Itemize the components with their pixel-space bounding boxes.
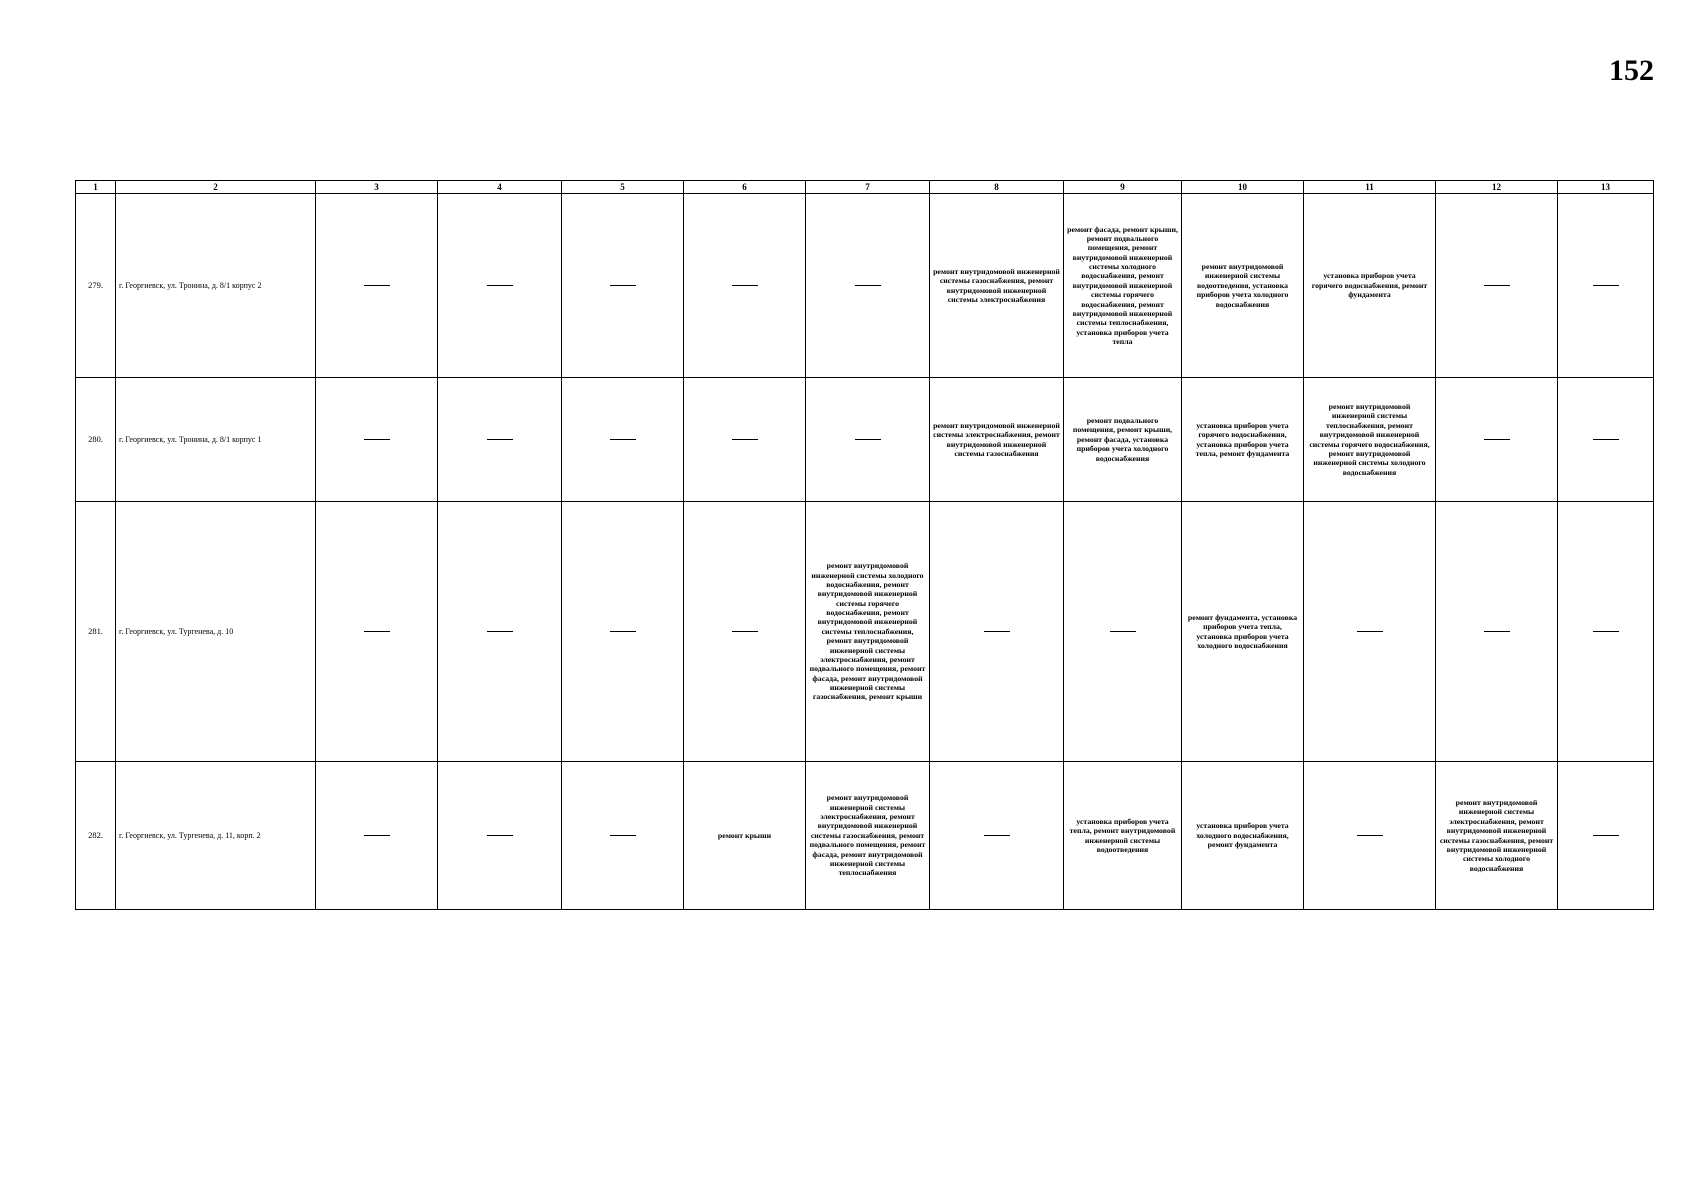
empty-cell: [1304, 502, 1436, 762]
column-number: 10: [1182, 181, 1304, 194]
column-number: 4: [438, 181, 562, 194]
work-text: ремонт внутридомовой инженерной системы электроснабжения, ремонт внутридомовой инженерной системы газоснабжения, ремонт подвального помещения, ремонт фасада, ремонт внутридомовой инженерной системы теплоснабжения: [809, 793, 926, 878]
empty-cell: [1436, 378, 1558, 502]
work-text: ремонт внутридомовой инженерной системы холодного водоснабжения, ремонт внутридомовой инженерной системы горячего водоснабжения, ремонт внутридомовой инженерной системы теплоснабжения, ремонт внутридомовой инженерной системы электроснабжения, ремонт подвального помещения, ремонт фасада, ремонт внутридомовой инженерной системы газоснабжения, ремонт крыши: [809, 561, 926, 702]
work-text: ремонт внутридомовой инженерной системы газоснабжения, ремонт внутридомовой инженерной системы электроснабжения: [933, 266, 1060, 304]
work-cell: [806, 502, 930, 762]
empty-cell: [562, 762, 684, 910]
work-text: ремонт крыши: [717, 830, 772, 840]
row-address: г. Георгиевск, ул. Тронина, д. 8/1 корпус 1: [116, 378, 316, 502]
work-cell: [806, 762, 930, 910]
empty-cell: [1436, 194, 1558, 378]
empty-cell: [1558, 194, 1654, 378]
dash-mark: [1484, 631, 1510, 632]
page-number: 152: [1609, 54, 1654, 87]
dash-mark: [732, 631, 758, 632]
empty-cell: [316, 762, 438, 910]
dash-mark: [1357, 631, 1383, 632]
empty-cell: [930, 502, 1064, 762]
column-number: 3: [316, 181, 438, 194]
dash-mark: [1593, 631, 1619, 632]
work-cell: [1182, 194, 1304, 378]
dash-mark: [1593, 835, 1619, 836]
work-cell: [1182, 762, 1304, 910]
empty-cell: [316, 502, 438, 762]
empty-cell: [1064, 502, 1182, 762]
work-text: установка приборов учета холодного водоснабжения, ремонт фундамента: [1196, 821, 1289, 850]
column-number: 5: [562, 181, 684, 194]
dash-mark: [610, 631, 636, 632]
row-address: г. Георгиевск, ул. Тургенева, д. 10: [116, 502, 316, 762]
work-text: ремонт фундамента, установка приборов учета тепла, установка приборов учета холодного водоснабжения: [1187, 612, 1298, 650]
dash-mark: [984, 631, 1010, 632]
column-number-row: [76, 181, 1654, 194]
dash-mark: [610, 439, 636, 440]
work-text: ремонт внутридомовой инженерной системы водоотведения, установка приборов учета холодного водоснабжения: [1196, 262, 1289, 309]
dash-mark: [1484, 285, 1510, 286]
empty-cell: [562, 194, 684, 378]
empty-cell: [1304, 762, 1436, 910]
work-cell: [930, 378, 1064, 502]
dash-mark: [610, 835, 636, 836]
column-number: 1: [76, 181, 116, 194]
dash-mark: [1484, 439, 1510, 440]
row-number: 280.: [76, 378, 116, 502]
table-row: [76, 378, 1654, 502]
column-number: 12: [1436, 181, 1558, 194]
work-text: ремонт внутридомовой инженерной системы теплоснабжения, ремонт внутридомовой инженерной системы горячего водоснабжения, ремонт внутридомовой инженерной системы холодного водоснабжения: [1309, 402, 1430, 477]
dash-mark: [364, 631, 390, 632]
dash-mark: [1110, 631, 1136, 632]
work-text: ремонт подвального помещения, ремонт крыши, ремонт фасада, установка приборов учета холодного водоснабжения: [1072, 416, 1173, 463]
dash-mark: [855, 439, 881, 440]
row-number: 281.: [76, 502, 116, 762]
work-text: установка приборов учета тепла, ремонт внутридомовой инженерной системы водоотведения: [1069, 816, 1176, 854]
empty-cell: [684, 502, 806, 762]
work-cell: [1436, 762, 1558, 910]
repair-schedule-table: [75, 180, 1654, 910]
empty-cell: [1436, 502, 1558, 762]
empty-cell: [438, 502, 562, 762]
work-cell: [1304, 378, 1436, 502]
row-address: г. Георгиевск, ул. Тронина, д. 8/1 корпус 2: [116, 194, 316, 378]
empty-cell: [684, 194, 806, 378]
empty-cell: [806, 194, 930, 378]
work-cell: [1304, 194, 1436, 378]
column-number: 13: [1558, 181, 1654, 194]
column-number: 8: [930, 181, 1064, 194]
dash-mark: [610, 285, 636, 286]
work-cell: [1064, 762, 1182, 910]
empty-cell: [562, 502, 684, 762]
dash-mark: [732, 439, 758, 440]
empty-cell: [316, 378, 438, 502]
dash-mark: [984, 835, 1010, 836]
column-number: 6: [684, 181, 806, 194]
work-cell: [930, 194, 1064, 378]
work-text: установка приборов учета горячего водоснабжения, ремонт фундамента: [1311, 271, 1428, 300]
table-row: [76, 762, 1654, 910]
dash-mark: [1357, 835, 1383, 836]
empty-cell: [438, 194, 562, 378]
empty-cell: [438, 378, 562, 502]
empty-cell: [1558, 502, 1654, 762]
row-number: 279.: [76, 194, 116, 378]
column-number: 9: [1064, 181, 1182, 194]
work-cell: [1064, 378, 1182, 502]
empty-cell: [684, 378, 806, 502]
table-row: [76, 194, 1654, 378]
dash-mark: [732, 285, 758, 286]
column-number: 2: [116, 181, 316, 194]
work-cell: [1182, 502, 1304, 762]
empty-cell: [562, 378, 684, 502]
empty-cell: [806, 378, 930, 502]
work-cell: [684, 762, 806, 910]
empty-cell: [930, 762, 1064, 910]
work-text: ремонт внутридомовой инженерной системы электроснабжения, ремонт внутридомовой инженерной системы газоснабжения, ремонт внутридомовой инженерной системы холодного водоснабжения: [1439, 798, 1554, 873]
empty-cell: [1558, 762, 1654, 910]
work-cell: [1182, 378, 1304, 502]
work-text: ремонт фасада, ремонт крыши, ремонт подвального помещения, ремонт внутридомовой инженерной системы холодного водоснабжения, ремонт внутридомовой инженерной системы горячего водоснабжения, ремонт внутридомовой инженерной системы теплоснабжения, установка приборов учета тепла: [1067, 224, 1178, 346]
empty-cell: [438, 762, 562, 910]
dash-mark: [364, 285, 390, 286]
dash-mark: [487, 285, 513, 286]
dash-mark: [1593, 285, 1619, 286]
row-number: 282.: [76, 762, 116, 910]
row-address: г. Георгиевск, ул. Тургенева, д. 11, корп. 2: [116, 762, 316, 910]
work-text: ремонт внутридомовой инженерной системы электроснабжения, ремонт внутридомовой инженерной системы газоснабжения: [933, 420, 1060, 458]
dash-mark: [364, 835, 390, 836]
column-number: 11: [1304, 181, 1436, 194]
dash-mark: [487, 835, 513, 836]
dash-mark: [855, 285, 881, 286]
table-row: [76, 502, 1654, 762]
empty-cell: [1558, 378, 1654, 502]
dash-mark: [1593, 439, 1619, 440]
empty-cell: [316, 194, 438, 378]
dash-mark: [487, 631, 513, 632]
dash-mark: [364, 439, 390, 440]
work-cell: [1064, 194, 1182, 378]
dash-mark: [487, 439, 513, 440]
column-number: 7: [806, 181, 930, 194]
work-text: установка приборов учета горячего водоснабжения, установка приборов учета тепла, ремонт фундамента: [1195, 420, 1290, 458]
